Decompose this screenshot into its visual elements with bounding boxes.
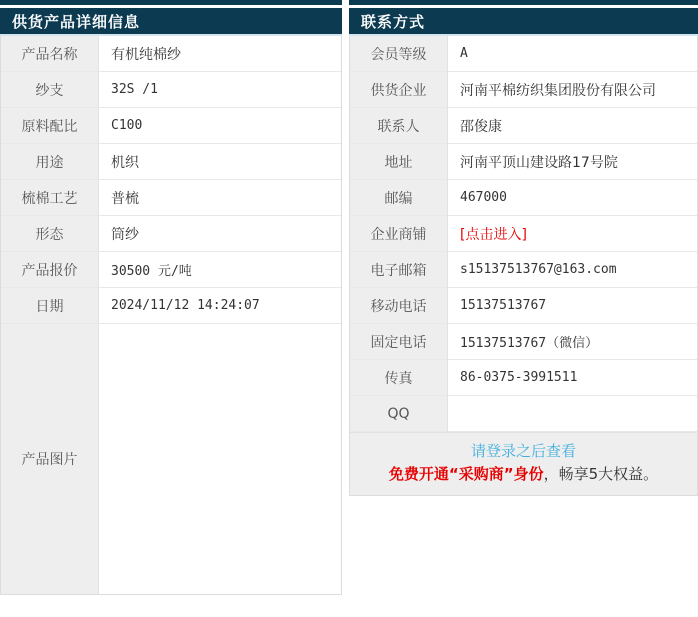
product-info-table (0, 36, 342, 595)
row-label: 供货企业 (350, 72, 448, 107)
row-label: 产品图片 (1, 324, 99, 594)
row-label: 传真 (350, 360, 448, 395)
table-row (350, 144, 697, 180)
table-row (1, 36, 341, 72)
row-label: 产品名称 (1, 36, 99, 71)
contact-person-value: 邵俊康 (460, 118, 502, 135)
supplier-company-value: 河南平棉纺织集团股份有限公司 (460, 82, 656, 99)
product-info-panel (0, 0, 342, 595)
address-value: 河南平顶山建设路17号院 (460, 154, 618, 171)
row-label: 移动电话 (350, 288, 448, 323)
promo-benefits-text: ，畅享5大权益。 (543, 465, 659, 483)
table-row (1, 324, 341, 594)
product-info-title: 供货产品详细信息 (0, 8, 342, 36)
member-level-value: A (460, 46, 468, 61)
contact-info-table (349, 36, 698, 496)
table-row (350, 180, 697, 216)
buyer-promo-text (354, 463, 693, 486)
carding-process-value: 普梳 (111, 190, 139, 207)
fax-value: 86-0375-3991511 (460, 370, 578, 385)
table-row (1, 144, 341, 180)
table-row (350, 108, 697, 144)
mobile-phone-value: 15137513767 (460, 298, 547, 313)
table-row (1, 108, 341, 144)
row-label: 形态 (1, 216, 99, 251)
row-label: QQ (350, 396, 448, 431)
usage-value: 机织 (111, 154, 139, 171)
table-row (1, 252, 341, 288)
login-to-view-link[interactable]: 请登录之后查看 (470, 442, 576, 460)
row-label: 邮编 (350, 180, 448, 215)
price-value: 30500 元/吨 (111, 264, 192, 279)
table-row (350, 252, 697, 288)
shop-enter-link[interactable]: [点击进入] (460, 226, 527, 243)
row-label: 产品报价 (1, 252, 99, 287)
row-label: 梳棉工艺 (1, 180, 99, 215)
row-label: 会员等级 (350, 36, 448, 71)
table-row (350, 396, 697, 432)
row-label: 用途 (1, 144, 99, 179)
row-label: 地址 (350, 144, 448, 179)
table-row (1, 72, 341, 108)
table-row (1, 216, 341, 252)
yarn-count-value: 32S /1 (111, 82, 158, 97)
table-row (350, 360, 697, 396)
product-image-area (99, 324, 341, 594)
table-row (1, 288, 341, 324)
row-label: 纱支 (1, 72, 99, 107)
row-label: 原料配比 (1, 108, 99, 143)
postcode-value: 467000 (460, 190, 507, 205)
table-row (350, 288, 697, 324)
row-label: 联系人 (350, 108, 448, 143)
row-label: 电子邮箱 (350, 252, 448, 287)
table-row (1, 180, 341, 216)
table-row (350, 72, 697, 108)
table-row (350, 324, 697, 360)
product-name-value: 有机纯棉纱 (111, 46, 181, 63)
table-row (350, 36, 697, 72)
date-value: 2024/11/12 14:24:07 (111, 298, 260, 313)
login-notice (350, 432, 697, 495)
row-label: 日期 (1, 288, 99, 323)
email-value: s15137513767@163.com (460, 262, 617, 277)
form-value: 筒纱 (111, 226, 139, 243)
open-buyer-account-link[interactable]: 免费开通“采购商”身份 (388, 465, 544, 483)
row-label: 固定电话 (350, 324, 448, 359)
table-row (350, 216, 697, 252)
landline-phone-value: 15137513767（微信） (460, 336, 599, 351)
material-ratio-value: C100 (111, 118, 143, 133)
qq-value (448, 396, 697, 431)
contact-info-title: 联系方式 (349, 8, 698, 36)
contact-info-panel (349, 0, 698, 496)
row-label: 企业商铺 (350, 216, 448, 251)
